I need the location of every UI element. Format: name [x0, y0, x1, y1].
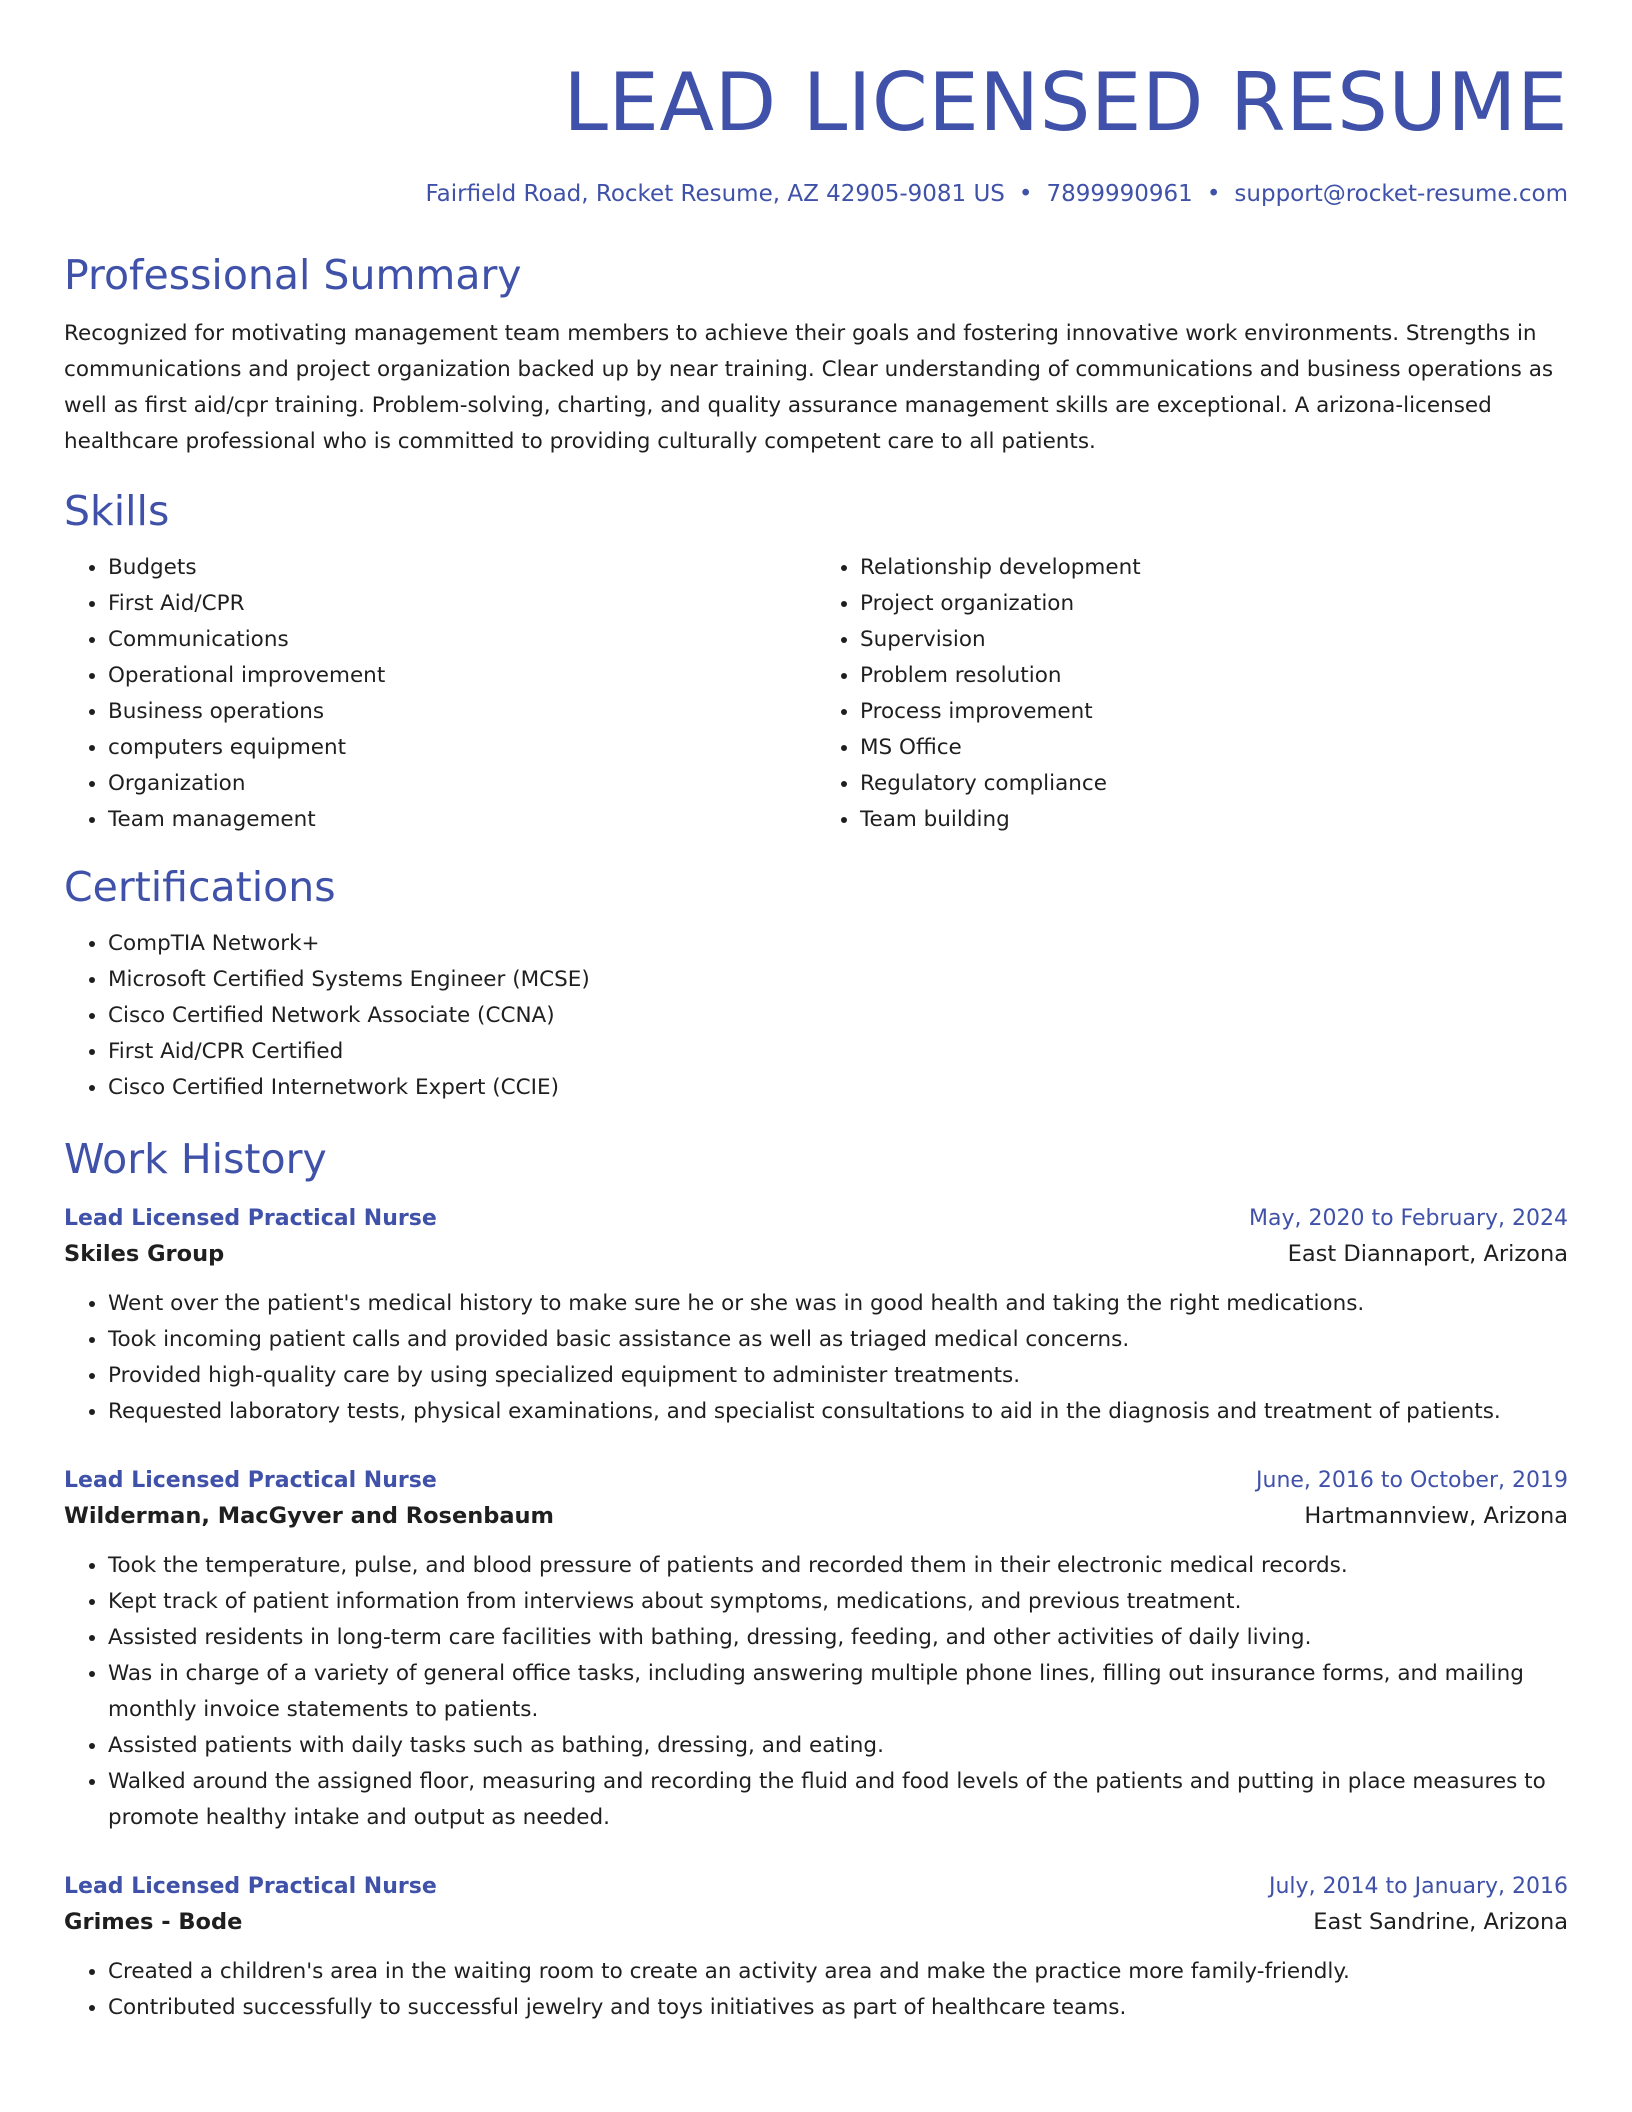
certification-item: • First Aid/CPR Certified [108, 1034, 1568, 1070]
resume-header [64, 0, 1568, 210]
certifications-list [64, 926, 1568, 1106]
certification-item: • Cisco Certified Internetwork Expert (CCIE) [108, 1070, 1568, 1106]
job-bullet: • Assisted patients with daily tasks such as bathing, dressing, and eating. [108, 1728, 1568, 1764]
contact-phone[interactable]: 7899990961 [1046, 181, 1193, 207]
job-bullets [64, 1954, 1568, 2026]
skills-list-left [64, 550, 816, 838]
skill-item: • Communications [108, 622, 816, 658]
contact-separator: • [1206, 181, 1221, 207]
skill-item: • Relationship development [860, 550, 1568, 586]
skill-item: • Regulatory compliance [860, 766, 1568, 802]
job-bullet: • Went over the patient's medical history to make sure he or she was in good health and taking the right medications. [108, 1286, 1568, 1322]
job-title: Lead Licensed Practical Nurse [64, 1206, 437, 1231]
job-bullet: • Took incoming patient calls and provided basic assistance as well as triaged medical concerns. [108, 1322, 1568, 1358]
job-entry [64, 1464, 1568, 1836]
certification-item: • CompTIA Network+ [108, 926, 1568, 962]
job-location: Hartmannview, Arizona [1304, 1503, 1568, 1529]
job-bullets [64, 1548, 1568, 1836]
job-title-row [64, 1464, 1568, 1498]
skills-list-right [816, 550, 1568, 838]
summary-heading: Professional Summary [64, 251, 522, 299]
skill-item: • First Aid/CPR [108, 586, 816, 622]
job-bullets [64, 1286, 1568, 1430]
skill-item: • Process improvement [860, 694, 1568, 730]
certifications-section [64, 862, 1568, 1106]
job-location: East Diannaport, Arizona [1287, 1241, 1568, 1267]
certifications-heading: Certifications [64, 863, 336, 911]
skills-section [64, 486, 1568, 838]
job-bullet: • Was in charge of a variety of general office tasks, including answering multiple phone lines, filling out insurance forms, and mailing monthly invoice statements to patients. [108, 1656, 1568, 1728]
certification-item: • Microsoft Certified Systems Engineer (MCSE) [108, 962, 1568, 998]
job-bullet: • Took the temperature, pulse, and blood pressure of patients and recorded them in their electronic medical records. [108, 1548, 1568, 1584]
job-bullet: • Requested laboratory tests, physical examinations, and specialist consultations to aid in the diagnosis and treatment of patients. [108, 1394, 1568, 1430]
job-bullet: • Contributed successfully to successful jewelry and toys initiatives as part of healthcare teams. [108, 1990, 1568, 2026]
job-bullet: • Kept track of patient information from interviews about symptoms, medications, and previous treatment. [108, 1584, 1568, 1620]
job-company: Grimes - Bode [64, 1909, 243, 1935]
job-dates: May, 2020 to February, 2024 [1249, 1206, 1568, 1231]
job-bullet: • Walked around the assigned floor, measuring and recording the fluid and food levels of the patients and putting in place measures to promote healthy intake and output as needed. [108, 1764, 1568, 1836]
job-title: Lead Licensed Practical Nurse [64, 1874, 437, 1899]
job-title-row [64, 1870, 1568, 1904]
skill-item: • Business operations [108, 694, 816, 730]
skill-item: • Project organization [860, 586, 1568, 622]
job-location: East Sandrine, Arizona [1313, 1909, 1568, 1935]
job-company-row [64, 1904, 1568, 1940]
job-dates: June, 2016 to October, 2019 [1256, 1468, 1568, 1493]
contact-separator: • [1018, 181, 1033, 207]
skill-item: • MS Office [860, 730, 1568, 766]
job-bullet: • Assisted residents in long-term care facilities with bathing, dressing, feeding, and other activities of daily living. [108, 1620, 1568, 1656]
skill-item: • Supervision [860, 622, 1568, 658]
skills-columns [64, 550, 1568, 838]
summary-text: Recognized for motivating management team members to achieve their goals and fostering innovative work environments. Strengths in communications and project organization backed up by near training. Clear understanding of communications and business operations as well as first aid/cpr training. Problem-solving, charting, and quality assurance management skills are exceptional. A arizona-licensed healthcare professional who is committed to providing culturally competent care to all patients. [64, 321, 1554, 454]
job-title-row [64, 1202, 1568, 1236]
resume-name: LEAD LICENSED RESUME [563, 56, 1568, 149]
job-entry [64, 1202, 1568, 1430]
job-dates: July, 2014 to January, 2016 [1269, 1874, 1568, 1899]
skill-item: • Organization [108, 766, 816, 802]
certification-item: • Cisco Certified Network Associate (CCNA) [108, 998, 1568, 1034]
skills-heading: Skills [64, 487, 170, 535]
job-bullet: • Provided high-quality care by using specialized equipment to administer treatments. [108, 1358, 1568, 1394]
contact-line [64, 178, 1568, 210]
skill-item: • Budgets [108, 550, 816, 586]
summary-section [64, 250, 1568, 460]
work-history-heading: Work History [64, 1135, 327, 1183]
job-company-row [64, 1236, 1568, 1272]
job-company: Wilderman, MacGyver and Rosenbaum [64, 1503, 554, 1529]
skill-item: • Problem resolution [860, 658, 1568, 694]
job-entry [64, 1870, 1568, 2026]
skill-item: • Team building [860, 802, 1568, 838]
job-company: Skiles Group [64, 1241, 225, 1267]
work-history-section [64, 1134, 1568, 2026]
job-title: Lead Licensed Practical Nurse [64, 1468, 437, 1493]
job-bullet: • Created a children's area in the waiting room to create an activity area and make the practice more family-friendly. [108, 1954, 1568, 1990]
job-company-row [64, 1498, 1568, 1534]
skill-item: • Operational improvement [108, 658, 816, 694]
contact-address: Fairfield Road, Rocket Resume, AZ 42905-9081 US [425, 181, 1005, 207]
skill-item: • computers equipment [108, 730, 816, 766]
skill-item: • Team management [108, 802, 816, 838]
contact-email[interactable]: support@rocket-resume.com [1234, 181, 1568, 207]
